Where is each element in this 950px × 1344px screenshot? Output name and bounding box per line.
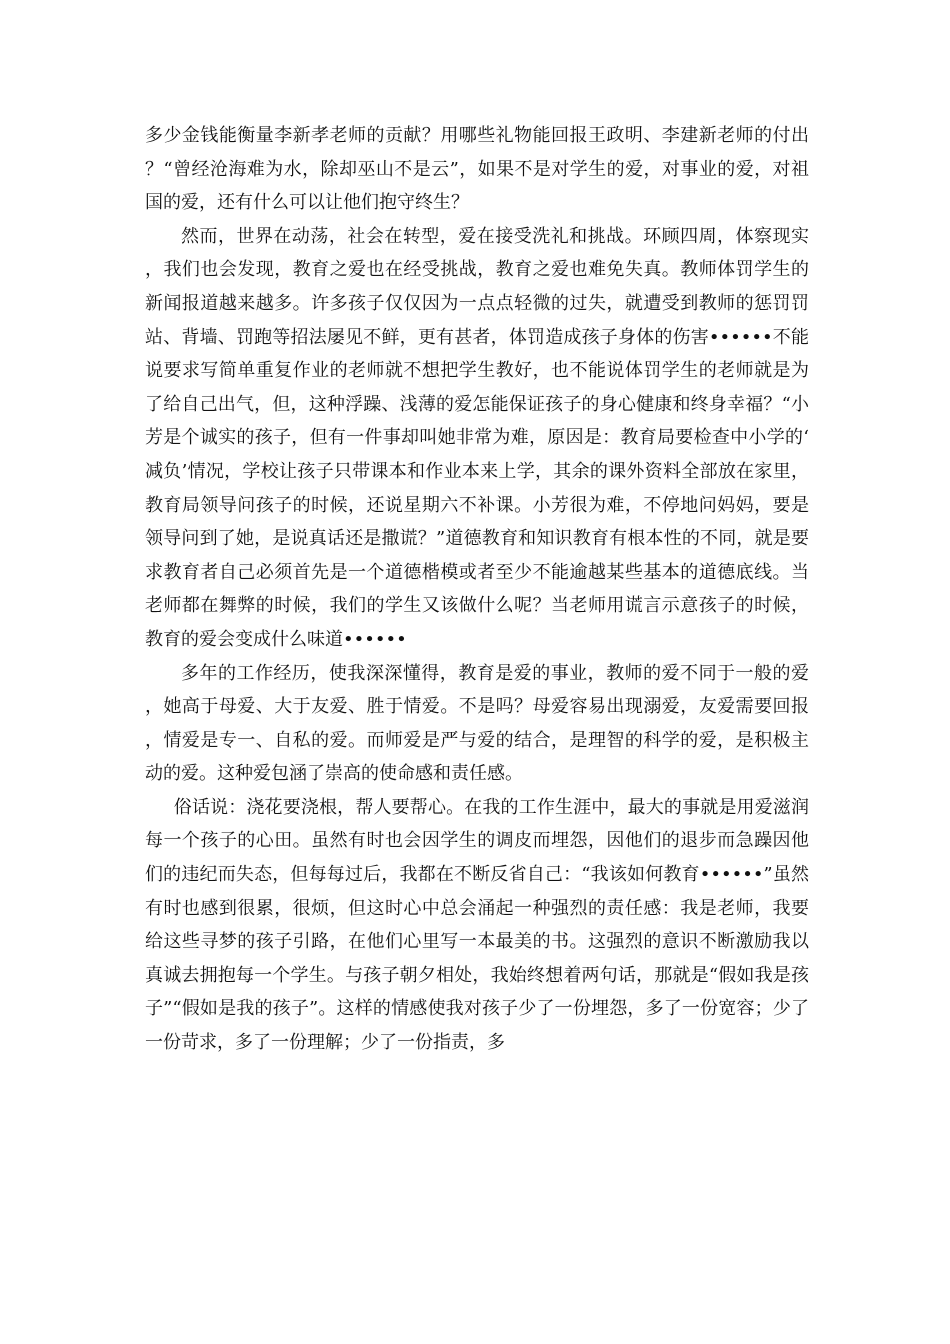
document-body: [145, 119, 809, 1060]
paragraph-1: 多少金钱能衡量李新孝老师的贡献？用哪些礼物能回报王政明、李建新老师的付出？“曾经沧海难为水，除却巫山不是云”，如果不是对学生的爱，对事业的爱，对祖国的爱，还有什么可以让他们抱守终生？: [145, 125, 809, 214]
paragraph-3: 多年的工作经历，使我深深懂得，教育是爱的事业，教师的爱不同于一般的爱，她高于母爱、大于友爱、胜于情爱。不是吗？母爱容易出现溺爱，友爱需要回报，情爱是专一、自私的爱。而师爱是严与爱的结合，是理智的科学的爱，是积极主动的爱。这种爱包涵了崇高的使命感和责任感。: [145, 662, 809, 785]
paragraph-2: 然而，世界在动荡，社会在转型，爱在接受洗礼和挑战。环顾四周，体察现实，我们也会发现，教育之爱也在经受挑战，教育之爱也难免失真。教师体罚学生的新闻报道越来越多。许多孩子仅仅因为一点点轻微的过失，就遭受到教师的惩罚罚站、背墙、罚跑等招法屡见不鲜，更有甚者，体罚造成孩子身体的伤害••••••不能说要求写简单重复作业的老师就不想把学生教好，也不能说体罚学生的老师就是为了给自己出气，但，这种浮躁、浅薄的爱怎能保证孩子的身心健康和终身幸福？“小芳是个诚实的孩子，但有一件事却叫她非常为难，原因是：教育局要检查中小学的‘减负’情况，学校让孩子只带课本和作业本来上学，其余的课外资料全部放在家里，教育局领导问孩子的时候，还说星期六不补课。小芳很为难，不停地问妈妈，要是领导问到了她，是说真话还是撒谎？”道德教育和知识教育有根本性的不同，就是要求教育者自己必须首先是一个道德楷模或者至少不能逾越某些基本的道德底线。当老师都在舞弊的时候，我们的学生又该做什么呢？当老师用谎言示意孩子的时候，教育的爱会变成什么味道••••••: [145, 225, 809, 650]
paragraph-4: 俗话说：浇花要浇根，帮人要帮心。在我的工作生涯中，最大的事就是用爱滋润每一个孩子的心田。虽然有时也会因学生的调皮而埋怨，因他们的退步而急躁因他们的违纪而失态，但每每过后，我都在不断反省自己：“我该如何教育••••••”虽然有时也感到很累，很烦，但这时心中总会涌起一种强烈的责任感：我是老师，我要给这些寻梦的孩子引路，在他们心里写一本最美的书。这强烈的意识不断激励我以真诚去拥抱每一个学生。与孩子朝夕相处，我始终想着两句话，那就是“假如我是孩子”“假如是我的孩子”。这样的情感使我对孩子少了一份埋怨，多了一份宽容；少了一份苛求，多了一份理解；少了一份指责，多: [145, 796, 809, 1054]
